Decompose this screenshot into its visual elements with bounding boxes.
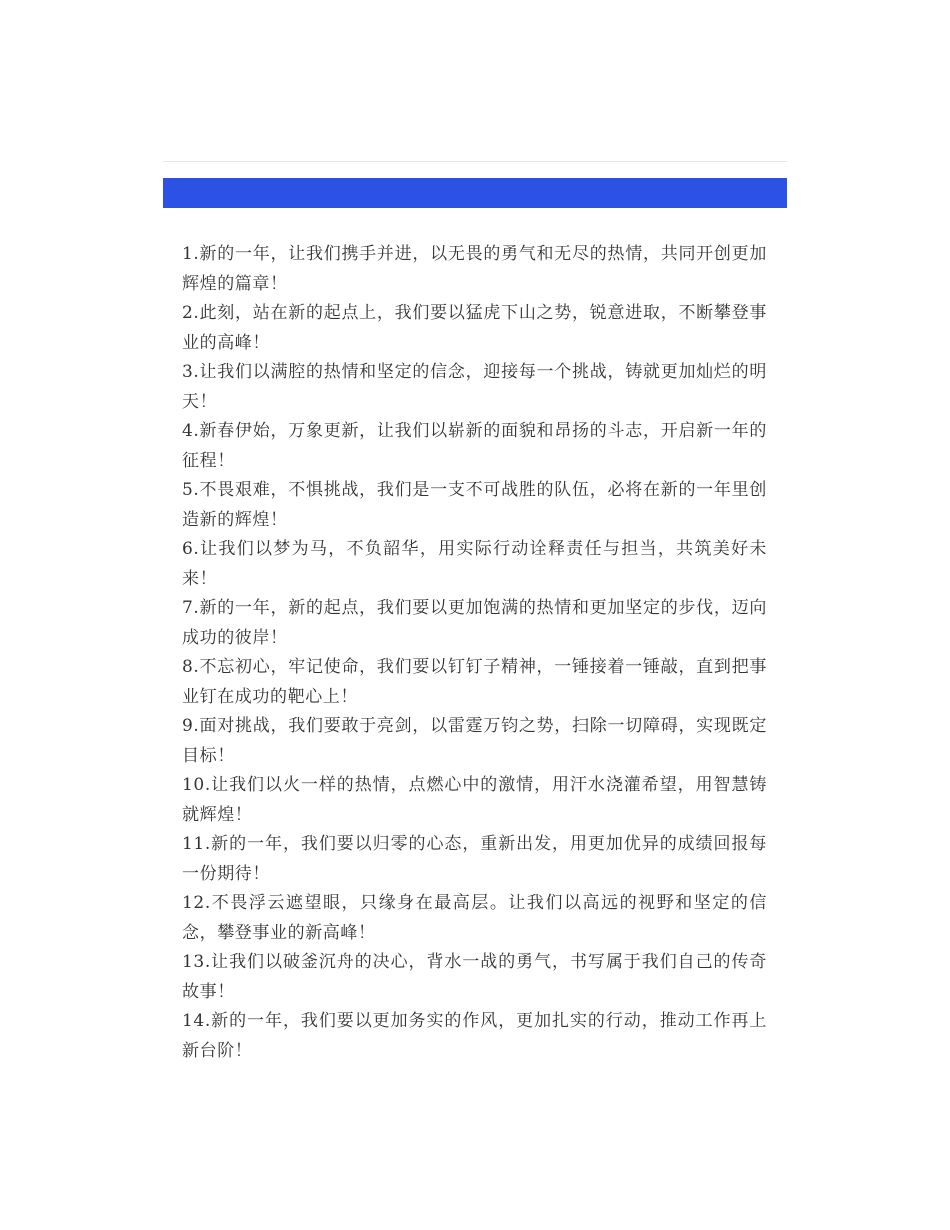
slogan-item: 7.新的一年，新的起点，我们要以更加饱满的热情和更加坚定的步伐，迈向成功的彼岸！ — [182, 598, 767, 648]
slogan-item: 14.新的一年，我们要以更加务实的作风，更加扎实的行动，推动工作再上新台阶！ — [182, 1011, 767, 1061]
slogan-item: 9.面对挑战，我们要敢于亮剑，以雷霆万钧之势，扫除一切障碍，实现既定目标！ — [182, 716, 767, 766]
slogan-item: 12.不畏浮云遮望眼，只缘身在最高层。让我们以高远的视野和坚定的信念，攀登事业的新高峰！ — [182, 893, 767, 943]
slogan-item: 11.新的一年，我们要以归零的心态，重新出发，用更加优异的成绩回报每一份期待！ — [182, 834, 767, 884]
slogan-item: 6.让我们以梦为马，不负韶华，用实际行动诠释责任与担当，共筑美好未来！ — [182, 539, 767, 589]
slogan-item: 13.让我们以破釜沉舟的决心，背水一战的勇气，书写属于我们自己的传奇故事！ — [182, 952, 767, 1002]
slogan-item: 2.此刻，站在新的起点上，我们要以猛虎下山之势，锐意进取，不断攀登事业的高峰！ — [182, 303, 767, 353]
slogan-item: 5.不畏艰难，不惧挑战，我们是一支不可战胜的队伍，必将在新的一年里创造新的辉煌！ — [182, 480, 767, 530]
top-divider — [163, 161, 787, 162]
slogan-item: 8.不忘初心，牢记使命，我们要以钉钉子精神，一锤接着一锤敲，直到把事业钉在成功的靶心上！ — [182, 657, 767, 707]
slogan-item: 1.新的一年，让我们携手并进，以无畏的勇气和无尽的热情，共同开创更加辉煌的篇章！ — [182, 244, 767, 294]
slogan-item: 3.让我们以满腔的热情和坚定的信念，迎接每一个挑战，铸就更加灿烂的明天！ — [182, 362, 767, 412]
slogan-list — [182, 240, 767, 1066]
title-banner — [163, 178, 787, 208]
slogan-item: 4.新春伊始，万象更新，让我们以崭新的面貌和昂扬的斗志，开启新一年的征程！ — [182, 421, 767, 471]
slogan-item: 10.让我们以火一样的热情，点燃心中的激情，用汗水浇灌希望，用智慧铸就辉煌！ — [182, 775, 767, 825]
